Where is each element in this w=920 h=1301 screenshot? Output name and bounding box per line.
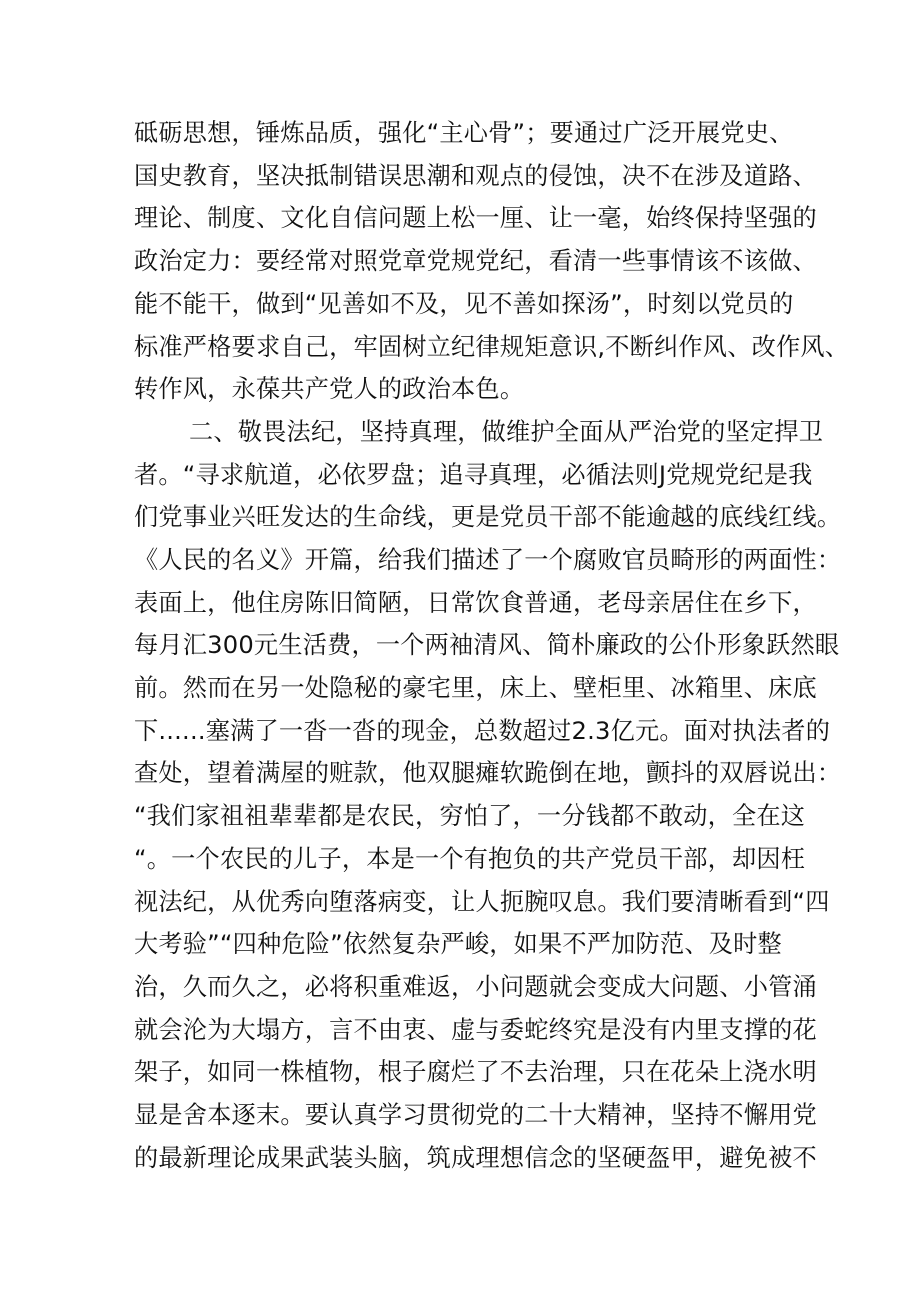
section-heading-line: 二、敬畏法纪，坚持真理，做维护全面从严治党的坚定捍卫 bbox=[189, 418, 824, 446]
text-line: 转作风，永葆共产党人的政治本色。 bbox=[134, 375, 525, 403]
text-line: 大考验”“四种危险”依然复杂严峻，如果不严加防范、及时整 bbox=[134, 930, 782, 958]
text-line: 政治定力：要经常对照党章党规党纪，看清一些事情该不该做、 bbox=[134, 247, 817, 275]
text-line: 标准严格要求自己，牢固树立纪律规矩意识,不断纠作风、改作风、 bbox=[134, 333, 850, 361]
text-line: 者。“寻求航道，必依罗盘；追寻真理，必循法则J党规党纪是我 bbox=[134, 461, 813, 489]
text-line: 能不能干，做到“见善如不及，见不善如探汤”，时刻以党员的 bbox=[134, 290, 794, 318]
text-line: 国史教育，坚决抵制错误思潮和观点的侵蚀，决不在涉及道路、 bbox=[134, 162, 817, 190]
text-line: 架子，如同一株植物，根子腐烂了不去治理，只在花朵上浇水明 bbox=[134, 1058, 817, 1086]
text-line: 表面上，他住房陈旧简陋，日常饮食普通，老母亲居住在乡下， bbox=[134, 589, 817, 617]
text-line: 砥砺思想，锤炼品质，强化“主心骨”；要通过广泛开展党史、 bbox=[134, 119, 794, 147]
text-line: 显是舍本逐末。要认真学习贯彻党的二十大精神，坚持不懈用党 bbox=[134, 1101, 817, 1129]
text-line: 们党事业兴旺发达的生命线，更是党员干部不能逾越的底线红线。 bbox=[134, 503, 842, 531]
text-line: 视法纪，从优秀向堕落病变，让人扼腕叹息。我们要清晰看到“四 bbox=[134, 888, 830, 916]
text-line: 每月汇300元生活费，一个两袖清风、简朴廉政的公仆形象跃然眼 bbox=[134, 631, 840, 659]
text-line: 就会沦为大塌方，言不由衷、虚与委蛇终究是没有内里支撑的花 bbox=[134, 1016, 817, 1044]
text-line: “。一个农民的儿子，本是一个有抱负的共产党员干部，却因枉 bbox=[134, 845, 806, 873]
text-line: 的最新理论成果武装头脑，筑成理想信念的坚硬盔甲，避免被不 bbox=[134, 1144, 817, 1172]
text-line: 《人民的名义》开篇，给我们描述了一个腐败官员畸形的两面性： bbox=[134, 546, 842, 574]
text-line: “我们家祖祖辈辈都是农民，穷怕了，一分钱都不敢动，全在这 bbox=[134, 802, 806, 830]
text-line: 下......塞满了一沓一沓的现金，总数超过2.3亿元。面对执法者的 bbox=[134, 717, 831, 745]
text-line: 查处，望着满屋的赃款，他双腿瘫软跪倒在地，颤抖的双唇说出： bbox=[134, 759, 842, 787]
text-line: 治，久而久之，必将积重难返，小问题就会变成大问题、小管涌 bbox=[134, 973, 817, 1001]
text-line: 理论、制度、文化自信问题上松一厘、让一毫，始终保持坚强的 bbox=[134, 204, 817, 232]
text-line: 前。然而在另一处隐秘的豪宅里，床上、壁柜里、冰箱里、床底 bbox=[134, 674, 817, 702]
